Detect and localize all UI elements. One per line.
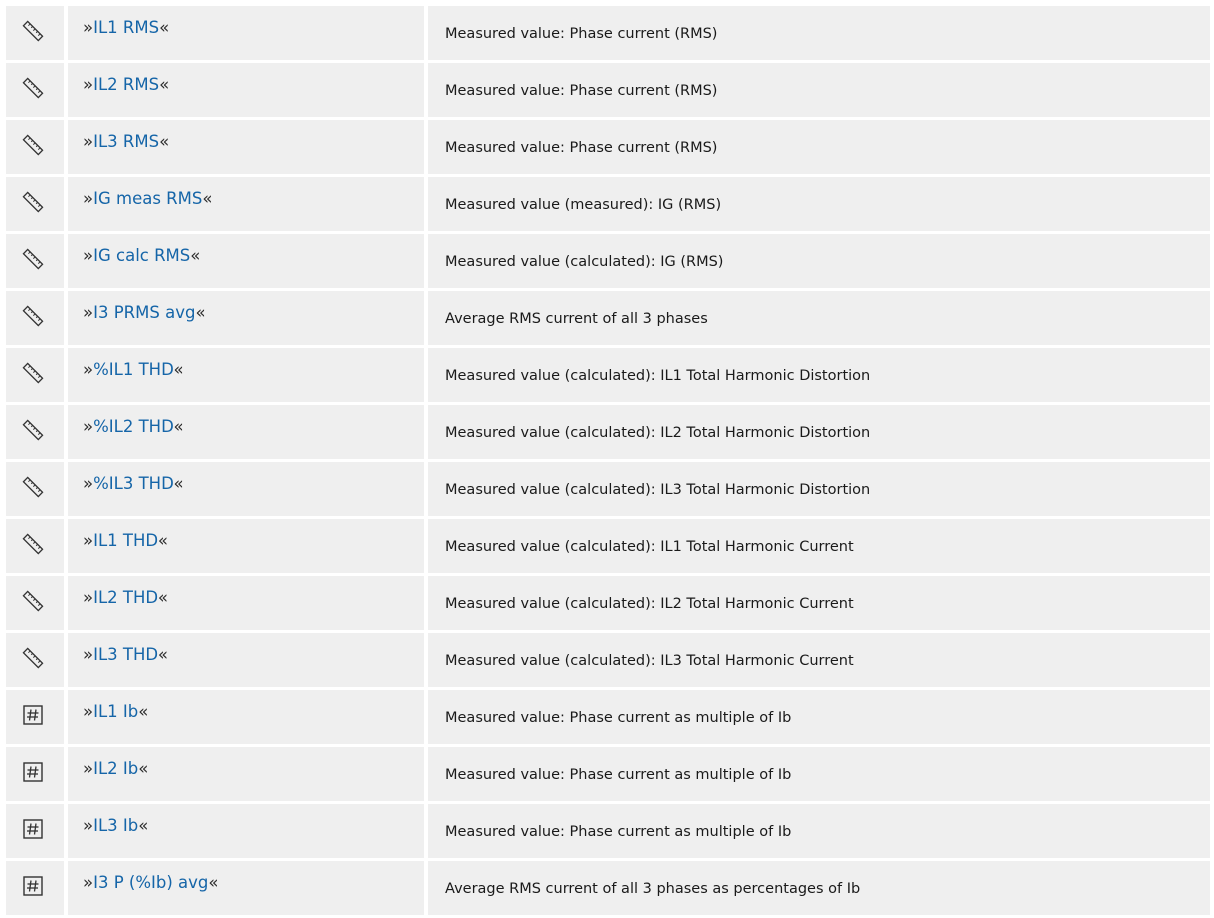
value-name-link[interactable]: IL2 Ib (93, 759, 139, 778)
measured-values-table (6, 6, 1210, 918)
table-row (6, 348, 1210, 402)
name-cell (68, 63, 424, 117)
quote-open: » (83, 303, 94, 322)
value-name-link[interactable]: I3 PRMS avg (93, 303, 196, 322)
description-cell: Average RMS current of all 3 phases as percentages of Ib (428, 861, 1210, 915)
quote-close: « (202, 189, 213, 208)
quote-close: « (173, 417, 184, 436)
description-cell: Measured value (calculated): IL3 Total Harmonic Current (428, 633, 1210, 687)
value-name-link[interactable]: IL3 THD (93, 645, 158, 664)
description-cell: Measured value (calculated): IG (RMS) (428, 234, 1210, 288)
description-cell: Measured value (calculated): IL1 Total Harmonic Current (428, 519, 1210, 573)
value-name-link[interactable]: IL1 THD (93, 531, 158, 550)
quote-open: » (83, 132, 94, 151)
table-row (6, 405, 1210, 459)
name-cell (68, 177, 424, 231)
icon-cell (6, 291, 64, 345)
quote-close: « (173, 360, 184, 379)
icon-cell (6, 747, 64, 801)
ruler-icon (21, 418, 45, 442)
ruler-icon (21, 190, 45, 214)
hash-box-icon (21, 874, 45, 898)
quote-close: « (208, 873, 219, 892)
hash-box-icon (21, 817, 45, 841)
name-cell (68, 519, 424, 573)
ruler-icon (21, 361, 45, 385)
description-cell: Measured value: Phase current (RMS) (428, 6, 1210, 60)
value-name-link[interactable]: IL3 RMS (93, 132, 160, 151)
icon-cell (6, 348, 64, 402)
ruler-icon (21, 646, 45, 670)
value-name-link[interactable]: IL1 Ib (93, 702, 139, 721)
table-row (6, 633, 1210, 687)
quote-open: » (83, 873, 94, 892)
name-cell (68, 462, 424, 516)
quote-close: « (138, 816, 149, 835)
name-cell (68, 747, 424, 801)
quote-open: » (83, 531, 94, 550)
name-cell (68, 633, 424, 687)
ruler-icon (21, 304, 45, 328)
quote-open: » (83, 246, 94, 265)
name-cell (68, 6, 424, 60)
name-cell (68, 690, 424, 744)
value-name-link[interactable]: %IL2 THD (93, 417, 174, 436)
description-cell: Measured value (measured): IG (RMS) (428, 177, 1210, 231)
description-cell: Measured value: Phase current as multiple of Ib (428, 690, 1210, 744)
quote-close: « (159, 18, 170, 37)
name-cell (68, 291, 424, 345)
value-name-link[interactable]: %IL3 THD (93, 474, 174, 493)
name-cell (68, 405, 424, 459)
value-name-link[interactable]: IL2 THD (93, 588, 158, 607)
description-cell: Measured value (calculated): IL2 Total Harmonic Distortion (428, 405, 1210, 459)
icon-cell (6, 234, 64, 288)
value-name-link[interactable]: IL3 Ib (93, 816, 139, 835)
table-row (6, 234, 1210, 288)
table-row (6, 6, 1210, 60)
description-cell: Measured value (calculated): IL1 Total Harmonic Distortion (428, 348, 1210, 402)
ruler-icon (21, 532, 45, 556)
name-cell (68, 348, 424, 402)
table-row (6, 861, 1210, 915)
table-row (6, 177, 1210, 231)
icon-cell (6, 519, 64, 573)
icon-cell (6, 63, 64, 117)
icon-cell (6, 405, 64, 459)
quote-close: « (159, 132, 170, 151)
quote-close: « (157, 645, 168, 664)
table-row (6, 747, 1210, 801)
icon-cell (6, 576, 64, 630)
quote-open: » (83, 189, 94, 208)
description-cell: Measured value (calculated): IL3 Total Harmonic Distortion (428, 462, 1210, 516)
quote-open: » (83, 816, 94, 835)
quote-close: « (138, 702, 149, 721)
ruler-icon (21, 76, 45, 100)
description-cell: Measured value: Phase current (RMS) (428, 63, 1210, 117)
table-row (6, 576, 1210, 630)
quote-open: » (83, 360, 94, 379)
hash-box-icon (21, 703, 45, 727)
table-row (6, 462, 1210, 516)
value-name-link[interactable]: I3 P (%Ib) avg (93, 873, 209, 892)
table-row (6, 690, 1210, 744)
table-row (6, 63, 1210, 117)
icon-cell (6, 804, 64, 858)
icon-cell (6, 690, 64, 744)
quote-open: » (83, 645, 94, 664)
quote-open: » (83, 474, 94, 493)
name-cell (68, 804, 424, 858)
icon-cell (6, 177, 64, 231)
icon-cell (6, 633, 64, 687)
ruler-icon (21, 475, 45, 499)
name-cell (68, 576, 424, 630)
name-cell (68, 861, 424, 915)
description-cell: Measured value: Phase current as multiple of Ib (428, 747, 1210, 801)
table-row (6, 120, 1210, 174)
quote-close: « (173, 474, 184, 493)
quote-close: « (195, 303, 206, 322)
ruler-icon (21, 247, 45, 271)
value-name-link[interactable]: IG calc RMS (93, 246, 191, 265)
name-cell (68, 120, 424, 174)
description-cell: Measured value: Phase current (RMS) (428, 120, 1210, 174)
table-row (6, 519, 1210, 573)
quote-open: » (83, 417, 94, 436)
table-row (6, 291, 1210, 345)
icon-cell (6, 861, 64, 915)
quote-close: « (159, 75, 170, 94)
value-name-link[interactable]: %IL1 THD (93, 360, 174, 379)
value-name-link[interactable]: IL1 RMS (93, 18, 160, 37)
description-cell: Average RMS current of all 3 phases (428, 291, 1210, 345)
value-name-link[interactable]: IG meas RMS (93, 189, 203, 208)
ruler-icon (21, 133, 45, 157)
quote-close: « (190, 246, 201, 265)
quote-open: » (83, 702, 94, 721)
table-row (6, 804, 1210, 858)
quote-open: » (83, 18, 94, 37)
icon-cell (6, 462, 64, 516)
ruler-icon (21, 19, 45, 43)
quote-close: « (157, 531, 168, 550)
icon-cell (6, 6, 64, 60)
ruler-icon (21, 589, 45, 613)
name-cell (68, 234, 424, 288)
value-name-link[interactable]: IL2 RMS (93, 75, 160, 94)
description-cell: Measured value (calculated): IL2 Total Harmonic Current (428, 576, 1210, 630)
quote-close: « (157, 588, 168, 607)
hash-box-icon (21, 760, 45, 784)
quote-open: » (83, 588, 94, 607)
quote-open: » (83, 759, 94, 778)
quote-open: » (83, 75, 94, 94)
quote-close: « (138, 759, 149, 778)
description-cell: Measured value: Phase current as multiple of Ib (428, 804, 1210, 858)
icon-cell (6, 120, 64, 174)
